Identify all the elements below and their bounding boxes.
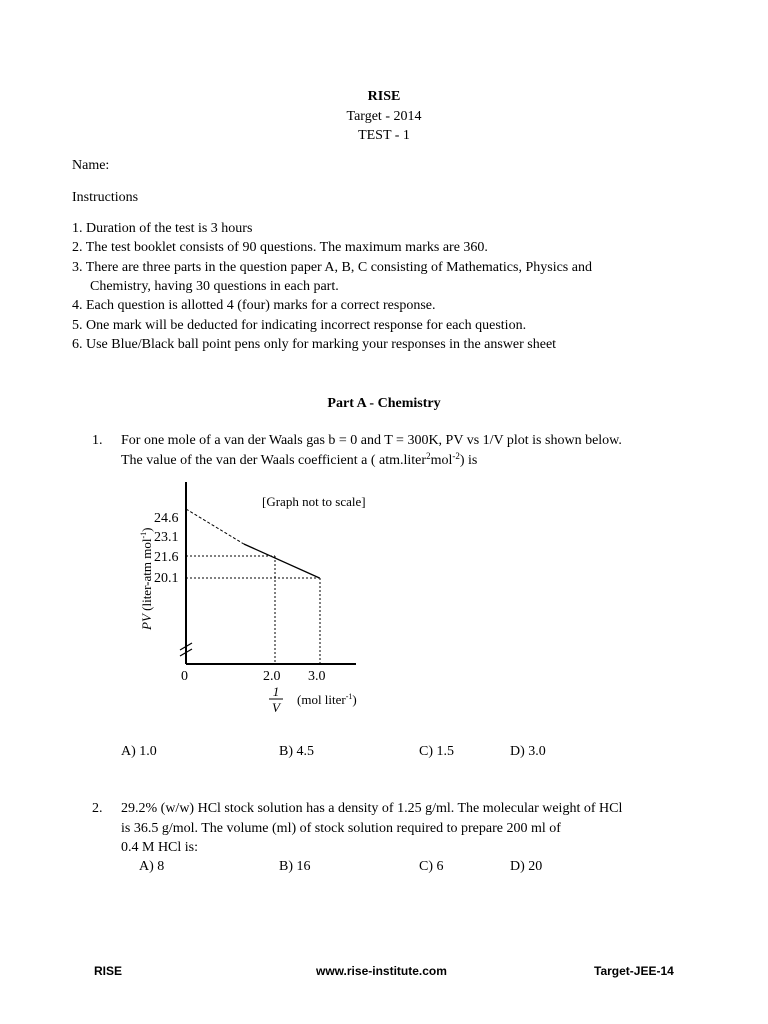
- option-d: D) 20: [510, 859, 543, 874]
- question-number: 1.: [92, 433, 103, 448]
- series-line-extrapolated: [186, 509, 244, 544]
- instruction-item: 2. The test booklet consists of 90 questions. The maximum marks are 360.: [72, 240, 488, 255]
- instruction-item: Chemistry, having 30 questions in each part.: [90, 279, 339, 294]
- question-text: For one mole of a van der Waals gas b = 0 and T = 300K, PV vs 1/V plot is shown below.: [121, 433, 622, 448]
- chart-annotation: [Graph not to scale]: [262, 494, 366, 509]
- name-label: Name:: [72, 158, 110, 173]
- y-tick-label: 21.6: [154, 550, 179, 565]
- x-label-unit: (mol liter$^{-1}$): [297, 692, 357, 707]
- option-c: C) 1.5: [419, 744, 454, 759]
- doc-target: Target - 2014: [346, 109, 422, 124]
- instruction-item: 6. Use Blue/Black ball point pens only for marking your responses in the answer sheet: [72, 337, 557, 352]
- footer-left: RISE: [94, 964, 123, 978]
- option-b: B) 4.5: [279, 744, 314, 759]
- x-tick-label: 2.0: [263, 669, 281, 684]
- option-a: A) 1.0: [121, 744, 157, 759]
- instruction-item: 5. One mark will be deducted for indicating incorrect response for each question.: [72, 318, 527, 333]
- question-text: is 36.5 g/mol. The volume (ml) of stock solution required to prepare 200 ml of: [121, 821, 561, 836]
- origin-label: 0: [181, 669, 188, 684]
- part-title: Part A - Chemistry: [327, 396, 441, 411]
- series-line: [244, 544, 320, 578]
- option-d: D) 3.0: [510, 744, 546, 759]
- doc-test: TEST - 1: [358, 128, 410, 143]
- instruction-item: 4. Each question is allotted 4 (four) marks for a correct response.: [72, 298, 436, 313]
- question-text: 29.2% (w/w) HCl stock solution has a density of 1.25 g/ml. The molecular weight of HCl: [121, 801, 623, 816]
- footer-right: Target-JEE-14: [594, 964, 674, 978]
- question-text: The value of the van der Waals coefficient a ( atm.liter$^2$mol$^{-2}$) is: [121, 451, 478, 468]
- doc-title: RISE: [367, 89, 401, 104]
- question-number: 2.: [92, 801, 103, 816]
- x-tick-label: 3.0: [308, 669, 326, 684]
- y-tick-label: 23.1: [154, 530, 179, 545]
- x-label-numerator: 1: [272, 684, 280, 699]
- y-tick-label: 24.6: [154, 511, 179, 526]
- question-text: 0.4 M HCl is:: [121, 840, 199, 855]
- y-label: PV (liter-atm mol$^{-1}$): [139, 527, 154, 630]
- instruction-item: 1. Duration of the test is 3 hours: [72, 221, 253, 236]
- pv-chart: [130, 470, 390, 720]
- instructions-heading: Instructions: [72, 190, 139, 205]
- option-c: C) 6: [419, 859, 444, 874]
- x-label-denominator: V: [272, 700, 280, 715]
- footer-website-link[interactable]: www.rise-institute.com: [316, 964, 447, 978]
- y-tick-label: 20.1: [154, 571, 179, 586]
- option-b: B) 16: [279, 859, 311, 874]
- instruction-item: 3. There are three parts in the question paper A, B, C consisting of Mathematics, Physics and: [72, 260, 592, 275]
- option-a: A) 8: [139, 859, 165, 874]
